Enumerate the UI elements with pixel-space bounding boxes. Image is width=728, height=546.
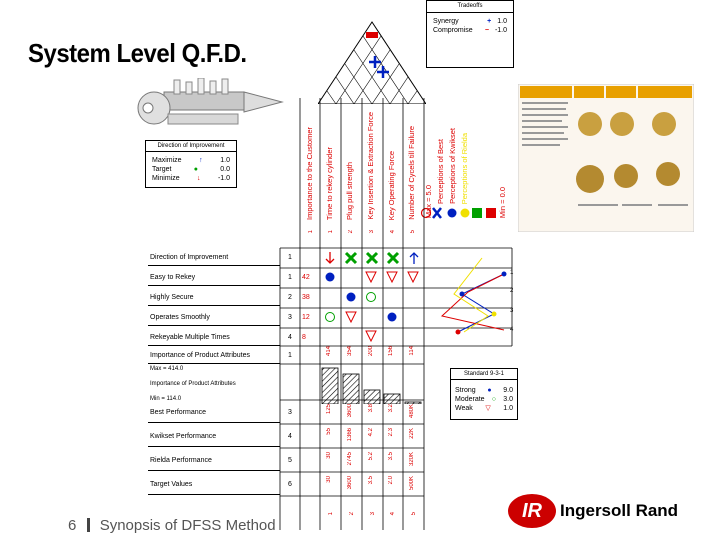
tradeoffs-title: Tradeoffs [427, 1, 513, 13]
row-label-importance: Importance of Product Attributes [148, 348, 280, 364]
relationship-matrix [320, 268, 424, 348]
tradeoff-value: -1.0 [494, 27, 507, 34]
column-header: Key Operating Force [387, 150, 396, 220]
direction-symbols [320, 250, 424, 266]
arrow-down-icon: ↓ [197, 175, 201, 182]
row-number: 4 [288, 334, 292, 341]
column-number: 4 [390, 230, 396, 234]
tradeoffs-row [433, 17, 507, 26]
min-label: Min = 114.0 [150, 396, 182, 402]
row-number: 3 [288, 409, 292, 416]
perceptions-plot [424, 248, 512, 346]
importance-value: 42 [302, 274, 310, 281]
performance-value: 55 [326, 428, 332, 435]
performance-value: 500K [409, 476, 415, 491]
row-number: 6 [288, 481, 292, 488]
row-number: 4 [288, 433, 292, 440]
logo-mark-text: IR [522, 499, 542, 522]
performance-value: 30 [326, 476, 332, 483]
column-number: 3 [369, 230, 375, 234]
perception-best: Perceptions of Best [436, 138, 445, 204]
bottom-number: 4 [390, 512, 396, 516]
performance-value: 2745 [347, 452, 353, 466]
row-label-target-values: Target Values [148, 475, 280, 495]
tradeoff-value: 1.0 [497, 18, 507, 25]
plus-icon: + [487, 18, 492, 25]
performance-value: 480K [409, 404, 415, 419]
direction-value: 1.0 [220, 157, 230, 164]
correlation-roof [318, 14, 426, 104]
perception-row-number: 4 [510, 327, 514, 333]
performance-value: 22K [409, 428, 415, 439]
bottom-number: 1 [328, 512, 334, 516]
perception-min: Min = 0.0 [498, 186, 507, 218]
tradeoff-label: Compromise [433, 27, 473, 34]
row-label-operates-smoothly: Operates Smoothly [148, 310, 280, 326]
standard-row [455, 404, 513, 413]
row-label-highly-secure: Highly Secure [148, 290, 280, 306]
bottom-number: 3 [370, 512, 376, 516]
perception-kwikset: Perceptions of Kwikset [448, 128, 457, 204]
performance-value: 4.2 [368, 428, 374, 437]
bottom-number: 2 [349, 512, 355, 516]
column-number: 1 [308, 230, 314, 234]
footer [68, 517, 276, 534]
arrow-up-icon: ↑ [199, 157, 203, 164]
importance-value: 8 [302, 334, 306, 341]
attribute-importance-row [320, 346, 424, 366]
page-number: 6 [68, 517, 77, 534]
standard-row [455, 386, 513, 395]
standard-legend-title: Standard 9-3-1 [451, 369, 517, 380]
row-label-rekeyable: Rekeyable Multiple Times [148, 330, 280, 346]
performance-value: 2.0 [388, 476, 394, 485]
performance-value: 3.5 [388, 452, 394, 461]
row-number: 1 [288, 274, 292, 281]
column-header: Time to rekey cylinder [325, 146, 334, 220]
row-number: 2 [288, 294, 292, 301]
performance-value: 1366 [347, 428, 353, 442]
tradeoff-label: Synergy [433, 18, 459, 25]
perception-max: Max = 5.0 [424, 184, 433, 218]
standard-label: Weak [455, 405, 473, 412]
target-icon: ● [193, 166, 198, 173]
attribute-importance: 114 [409, 346, 415, 356]
row-number: 5 [288, 457, 292, 464]
performance-value: 3.8 [368, 404, 374, 413]
importance-value: 38 [302, 294, 310, 301]
standard-value: 1.0 [503, 405, 513, 412]
column-header: Key Insertion & Extraction Force [366, 112, 375, 220]
performance-values-best [320, 402, 424, 426]
footer-divider [87, 518, 90, 532]
perception-row-number: 3 [510, 308, 514, 314]
standard-label: Strong [455, 387, 476, 394]
performance-value: 30 [326, 452, 332, 459]
logo-mark [508, 494, 556, 528]
standard-legend [450, 368, 518, 420]
direction-label: Minimize [152, 175, 180, 182]
page-title: System Level Q.F.D. [28, 38, 247, 68]
column-header: Importance to the Customer [305, 127, 314, 220]
column-header: Number of Cycels till Failure [407, 126, 416, 220]
importance-value: 12 [302, 314, 310, 321]
performance-value: 3600 [347, 476, 353, 490]
attribute-importance: 200 [368, 346, 374, 357]
row-number: 1 [288, 254, 292, 261]
performance-value: 3600 [347, 404, 353, 418]
performance-values-kwikset [320, 426, 424, 450]
weak-icon: ▽ [485, 405, 491, 412]
instruction-sheet-image [518, 84, 694, 232]
attribute-importance: 156 [388, 346, 394, 357]
direction-legend-title: Direction of Improvement [146, 141, 236, 152]
bottom-number-row [320, 510, 424, 528]
column-number: 2 [348, 230, 354, 234]
bottom-number: 5 [411, 512, 417, 516]
logo-name: Ingersoll Rand [560, 501, 679, 520]
direction-value: -1.0 [217, 175, 230, 182]
standard-label: Moderate [455, 396, 485, 403]
column-number: 5 [410, 230, 416, 234]
perception-rielda: Perceptions of Rielda [460, 132, 469, 204]
row-label-direction: Direction of Improvement [148, 250, 280, 266]
importance-label: Importance of Product Attributes [150, 381, 236, 387]
direction-label: Target [152, 166, 172, 173]
footer-text: Synopsis of DFSS Method [99, 517, 276, 534]
standard-row [455, 395, 513, 404]
performance-values-rielda [320, 450, 424, 474]
performance-value: 2.3 [388, 428, 394, 437]
performance-value: 5.2 [368, 452, 374, 461]
performance-value: 3.2 [388, 404, 394, 413]
performance-values-target [320, 474, 424, 498]
direction-value: 0.0 [220, 166, 230, 173]
standard-value: 9.0 [503, 387, 513, 394]
strong-icon: ● [487, 387, 492, 394]
column-header: Plug pull strength [345, 162, 354, 220]
performance-value: 125 [326, 404, 332, 415]
performance-value: 3.5 [368, 476, 374, 485]
row-number: 3 [288, 314, 292, 321]
max-label: Max = 414.0 [150, 366, 184, 372]
standard-value: 3.0 [503, 396, 513, 403]
perception-row-number: 2 [510, 288, 514, 294]
direction-label: Maximize [152, 157, 182, 164]
row-number: 1 [288, 352, 292, 359]
row-label-easy-rekey: Easy to Rekey [148, 270, 280, 286]
row-label-best-performance: Best Performance [148, 403, 280, 423]
attribute-importance: 414 [326, 346, 332, 357]
perception-row-number: 1 [510, 270, 514, 276]
attribute-importance: 354 [347, 346, 353, 357]
moderate-icon: ○ [491, 396, 497, 403]
tradeoffs-legend [426, 0, 514, 68]
row-label-rielda-performance: Rielda Performance [148, 451, 280, 471]
minus-icon: − [484, 27, 489, 34]
tradeoffs-row [433, 26, 507, 35]
performance-value: 320K [409, 452, 415, 467]
importance-bars [320, 366, 424, 404]
row-label-kwikset-performance: Kwikset Performance [148, 427, 280, 447]
company-logo [508, 494, 678, 528]
column-number: 1 [328, 230, 334, 234]
